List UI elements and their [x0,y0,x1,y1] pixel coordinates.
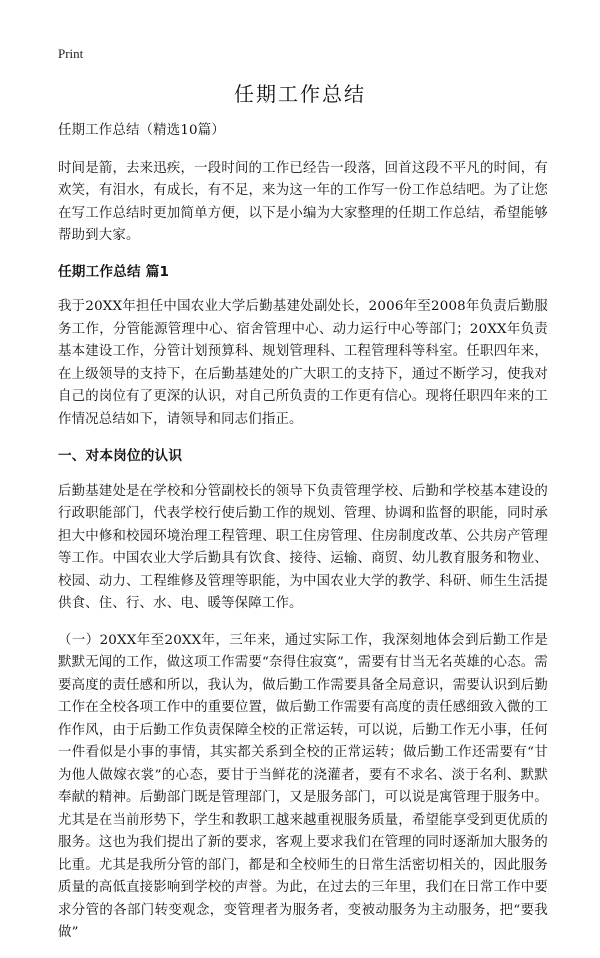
section-1-paragraph-2: （一）20XX年至20XX年，三年来，通过实际工作，我深刻地体会到后勤工作是默默无闻的工作，做这项工作需要“奈得住寂寞”，需要有甘当无名英雄的心态。需要高度的责任感和所以，我认为，做后勤工作需要具备全局意识，需要认识到后勤工作在全校各项工作中的重要位置，做后勤工作需要有高度的责任感细致入微的工作作风，由于后勤工作负责保障全校的正常运转，可以说，后勤工作无小事，任何一件看似是小事的事情，其实都关系到全校的正常运转；做后勤工作还需要有“甘为他人做嫁衣裳”的心态，要甘于当鲜花的浇灌者，要有不求名、淡于名利、默默奉献的精神。后勤部门既是管理部门，又是服务部门，可以说是寓管理于服务中。尤其是在当前形势下，学生和教职工越来越重视服务质量，希望能享受到更优质的服务。这也为我们提出了新的要求，客观上要求我们在管理的同时逐渐加大服务的比重。尤其是我所分管的部门，都是和全校师生的日常生活密切相关的，因此服务质量的高低直接影响到学校的声誉。为此，在过去的三年里，我们在日常工作中要求分管的各部门转变观念，变管理者为服务者，变被动服务为主动服务，把“要我做” [58,632,548,940]
document-body [58,120,548,958]
section-heading-1: 一、对本岗位的认识 [58,448,183,464]
article-paragraph-1: 我于20XX年担任中国农业大学后勤基建处副处长，2006年至2008年负责后勤服务工作，分管能源管理中心、宿舍管理中心、动力运行中心等部门；20XX年负责基本建设工作，分管计划预算科、规划管理科、工程管理科等科室。任职四年来，在上级领导的支持下，在后勤基建处的广大职工的支持下，通过不断学习，使我对自己的岗位有了更深的认识，对自己所负责的工作更有信心。现将任职四年来的工作情况总结如下，请领导和同志们指正。 [58,299,548,427]
document-subtitle: 任期工作总结（精选10篇） [58,123,225,138]
article-heading: 任期工作总结 篇1 [58,263,170,280]
intro-paragraph: 时间是箭，去来迅疾，一段时间的工作已经告一段落，回首这段不平凡的时间，有欢笑，有泪水，有成长，有不足，来为这一年的工作写一份工作总结吧。为了让您在写工作总结时更加简单方便，以下是小编为大家整理的任期工作总结，希望能够帮助到大家。 [58,160,548,243]
document-title: 任期工作总结 [234,82,366,106]
print-link[interactable]: Print [58,46,84,61]
section-1-paragraph-1: 后勤基建处是在学校和分管副校长的领导下负责管理学校、后勤和学校基本建设的行政职能部门，代表学校行使后勤工作的规划、管理、协调和监督的职能，同时承担大中修和校园环境治理工程管理、职工住房管理、住房制度改革、公共房产管理等工作。中国农业大学后勤具有饮食、接待、运输、商贸、幼儿教育服务和物业、校园、动力、工程维修及管理等职能，为中国农业大学的教学、科研、师生生活提供食、住、行、水、电、暖等保障工作。 [58,483,548,611]
